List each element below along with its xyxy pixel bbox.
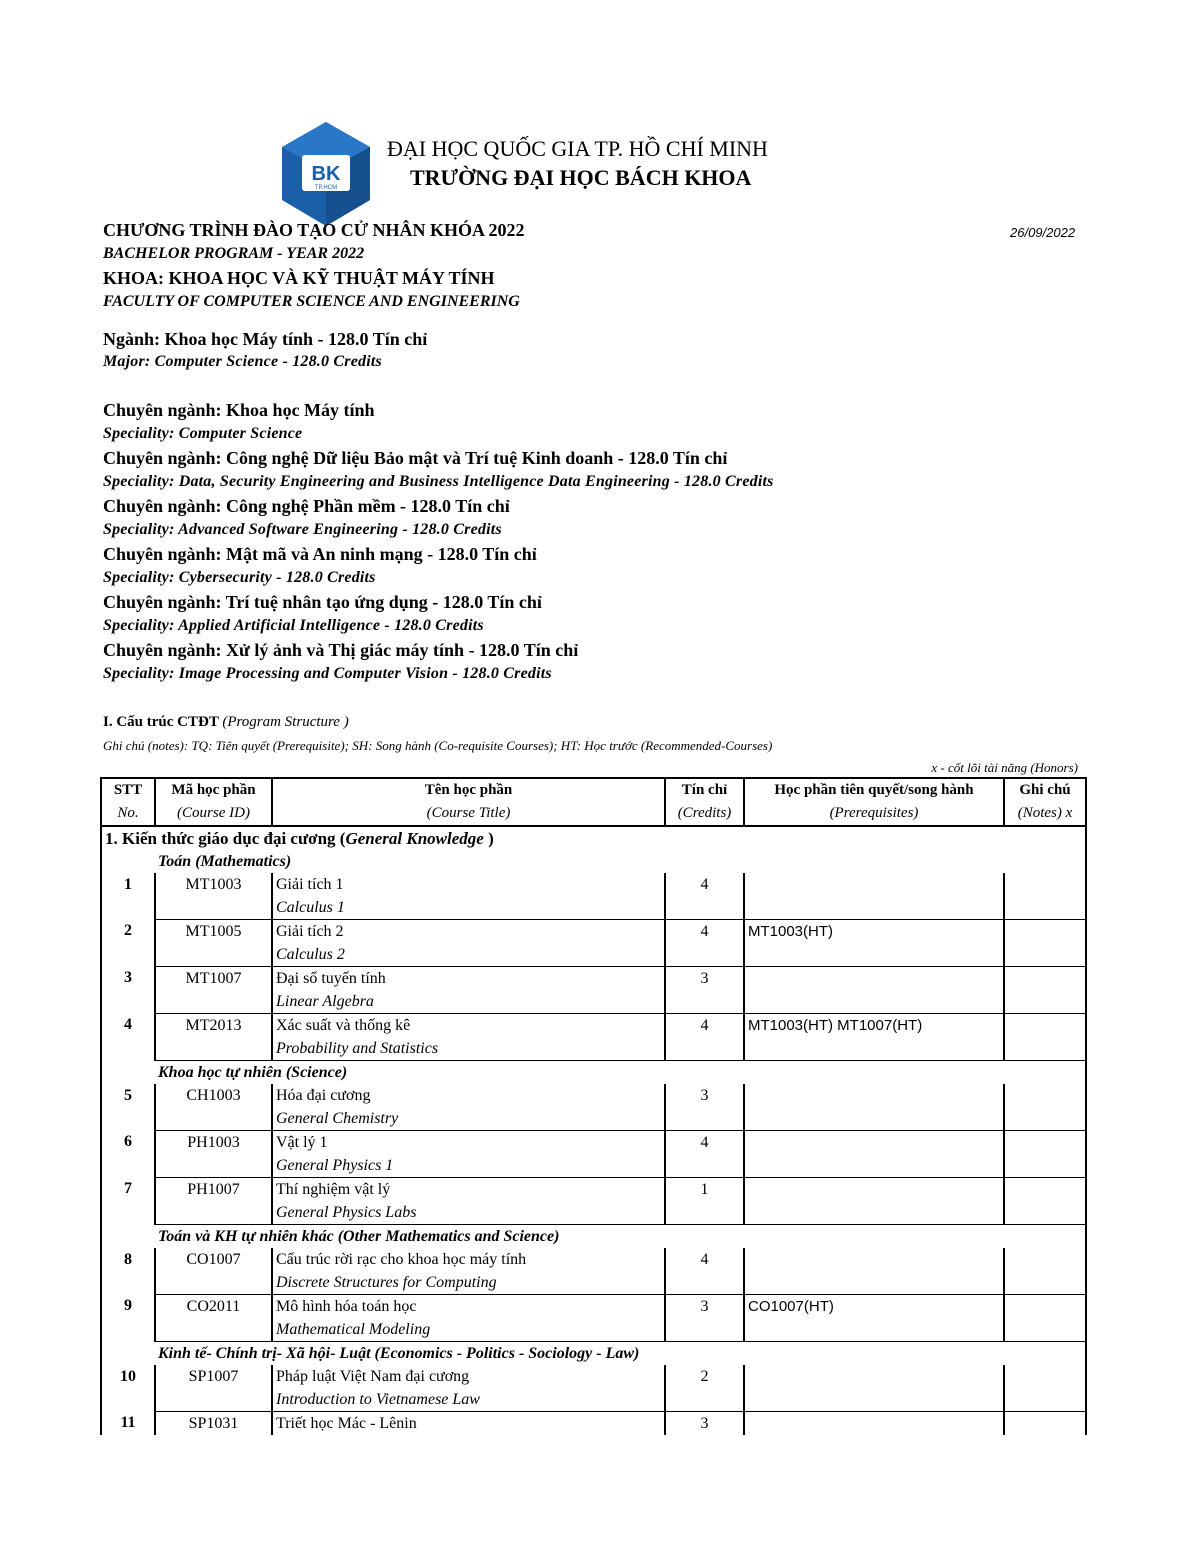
speciality-vi: Chuyên ngành: Trí tuệ nhân tạo ứng dụng - 128.0 Tín chỉ [103,592,542,612]
speciality-en: Speciality: Data, Security Engineering and Business Intelligence Data Engineering - 128.0 Credits [103,473,774,490]
course-credits: 3 [665,1412,744,1436]
header-cell: (Notes) x [1004,802,1086,826]
course-id: MT1007 [155,967,272,991]
course-prereq: MT1003(HT) [744,920,1004,944]
course-name-vi: Giải tích 2 [272,920,665,944]
subgroup-row [101,1061,1086,1085]
table-header-row [101,802,1086,826]
course-no: 11 [101,1412,155,1436]
course-note [1004,873,1086,896]
course-note [1004,1248,1086,1271]
course-name-vi: Xác suất và thống kê [272,1014,665,1038]
course-name-vi: Vật lý 1 [272,1131,665,1155]
subgroup-title: Kinh tế- Chính trị- Xã hội- Luật (Economics - Politics - Sociology - Law) [101,1342,1086,1366]
course-prereq [744,1248,1004,1271]
course-credits: 4 [665,1014,744,1038]
header-cell: (Course Title) [272,802,665,826]
course-name-vi: Hóa đại cương [272,1084,665,1107]
document-date: 26/09/2022 [1010,225,1076,240]
course-id: CO1007 [155,1248,272,1271]
speciality-vi: Chuyên ngành: Mật mã và An ninh mạng - 128.0 Tín chỉ [103,544,537,564]
course-id: SP1031 [155,1412,272,1436]
course-name-vi: Giải tích 1 [272,873,665,896]
course-credits: 3 [665,1084,744,1107]
table-row [101,943,1086,967]
course-note [1004,1131,1086,1155]
faculty-en: FACULTY OF COMPUTER SCIENCE AND ENGINEERING [103,293,520,310]
course-prereq: MT1003(HT) MT1007(HT) [744,1014,1004,1038]
course-name-en: General Chemistry [272,1107,665,1131]
speciality-vi: Chuyên ngành: Công nghệ Phần mềm - 128.0 Tín chỉ [103,496,510,516]
course-note [1004,1178,1086,1202]
table-row [101,1412,1086,1436]
major-vi: Ngành: Khoa học Máy tính - 128.0 Tín chỉ [103,329,428,349]
course-id: MT2013 [155,1014,272,1038]
course-no: 2 [101,920,155,944]
course-prereq [744,873,1004,896]
table-row [101,1248,1086,1271]
speciality-vi: Chuyên ngành: Khoa học Máy tính [103,400,375,420]
course-id: PH1007 [155,1178,272,1202]
course-no: 3 [101,967,155,991]
table-row [101,1131,1086,1155]
program-title-en: BACHELOR PROGRAM - YEAR 2022 [103,245,365,262]
honors-legend: x - cốt lõi tài năng (Honors) [931,760,1078,775]
course-note [1004,1365,1086,1388]
course-name-en: Discrete Structures for Computing [272,1271,665,1295]
table-row [101,967,1086,991]
speciality-en: Speciality: Applied Artificial Intelligence - 128.0 Credits [103,617,484,634]
group-row [101,826,1086,850]
course-table [100,777,1087,1435]
course-note [1004,1412,1086,1436]
course-name-vi: Pháp luật Việt Nam đại cương [272,1365,665,1388]
course-name-en: Linear Algebra [272,990,665,1014]
section-title: I. Cấu trúc CTĐT (Program Structure ) [103,714,349,730]
table-row [101,1271,1086,1295]
major-en: Major: Computer Science - 128.0 Credits [103,353,382,370]
header-cell: Ghi chú [1004,778,1086,802]
course-credits: 4 [665,1131,744,1155]
course-name-en: Calculus 1 [272,896,665,920]
course-name-en: General Physics 1 [272,1154,665,1178]
table-row [101,896,1086,920]
course-no: 1 [101,873,155,896]
course-prereq [744,1412,1004,1436]
header-cell: (Prerequisites) [744,802,1004,826]
course-id: MT1003 [155,873,272,896]
header-cell: No. [101,802,155,826]
speciality-en: Speciality: Cybersecurity - 128.0 Credits [103,569,376,586]
table-header-row [101,778,1086,802]
course-prereq: CO1007(HT) [744,1295,1004,1319]
table-row [101,1084,1086,1107]
table-row [101,990,1086,1014]
course-credits: 1 [665,1178,744,1202]
course-prereq [744,1131,1004,1155]
course-name-en: Introduction to Vietnamese Law [272,1388,665,1412]
course-name-vi: Mô hình hóa toán học [272,1295,665,1319]
table-row [101,1318,1086,1342]
header-cell: Tín chỉ [665,778,744,802]
course-note [1004,967,1086,991]
header-cell: (Course ID) [155,802,272,826]
subgroup-title: Toán (Mathematics) [101,850,1086,873]
course-credits: 4 [665,1248,744,1271]
school-name: TRƯỜNG ĐẠI HỌC BÁCH KHOA [410,165,752,190]
notes-legend: Ghi chú (notes): TQ: Tiên quyết (Prerequisite); SH: Song hành (Co-requisite Courses); HT: Học trước (Recommended-Courses) [103,738,773,753]
course-name-vi: Đại số tuyến tính [272,967,665,991]
logo-subtext: TP.HCM [314,185,338,191]
table-row [101,1154,1086,1178]
course-id: CO2011 [155,1295,272,1319]
course-note [1004,1014,1086,1038]
table-row [101,1295,1086,1319]
table-row [101,1201,1086,1225]
course-name-en: General Physics Labs [272,1201,665,1225]
course-no: 4 [101,1014,155,1038]
subgroup-row [101,1225,1086,1249]
course-no: 8 [101,1248,155,1271]
table-row [101,873,1086,896]
logo-text: BK [311,163,341,185]
course-credits: 2 [665,1365,744,1388]
table-row [101,1178,1086,1202]
header-cell: Tên học phần [272,778,665,802]
course-id: PH1003 [155,1131,272,1155]
course-no: 9 [101,1295,155,1319]
course-no: 7 [101,1178,155,1202]
course-prereq [744,1178,1004,1202]
course-no: 6 [101,1131,155,1155]
course-id: CH1003 [155,1084,272,1107]
course-credits: 4 [665,873,744,896]
header-cell: Học phần tiên quyết/song hành [744,778,1004,802]
table-row [101,1388,1086,1412]
course-name-vi: Triết học Mác - Lênin [272,1412,665,1436]
table-row [101,1107,1086,1131]
speciality-vi: Chuyên ngành: Xử lý ảnh và Thị giác máy tính - 128.0 Tín chỉ [103,640,579,660]
course-id: MT1005 [155,920,272,944]
course-id: SP1007 [155,1365,272,1388]
course-prereq [744,967,1004,991]
course-note [1004,1084,1086,1107]
university-name: ĐẠI HỌC QUỐC GIA TP. HỒ CHÍ MINH [387,136,768,161]
header-cell: STT [101,778,155,802]
subgroup-row [101,1342,1086,1366]
table-row [101,1365,1086,1388]
course-name-en: Mathematical Modeling [272,1318,665,1342]
course-prereq [744,1084,1004,1107]
table-row [101,1014,1086,1038]
course-note [1004,920,1086,944]
university-logo [278,120,374,230]
table-row [101,920,1086,944]
course-note [1004,1295,1086,1319]
course-no: 10 [101,1365,155,1388]
header-cell: (Credits) [665,802,744,826]
header-cell: Mã học phần [155,778,272,802]
faculty-vi: KHOA: KHOA HỌC VÀ KỸ THUẬT MÁY TÍNH [103,268,495,288]
course-name-vi: Thí nghiệm vật lý [272,1178,665,1202]
course-no: 5 [101,1084,155,1107]
subgroup-title: Toán và KH tự nhiên khác (Other Mathematics and Science) [101,1225,1086,1249]
subgroup-title: Khoa học tự nhiên (Science) [101,1061,1086,1085]
course-name-en: Probability and Statistics [272,1037,665,1061]
course-prereq [744,1365,1004,1388]
program-title-vi: CHƯƠNG TRÌNH ĐÀO TẠO CỬ NHÂN KHÓA 2022 [103,220,525,240]
subgroup-row [101,850,1086,873]
course-credits: 4 [665,920,744,944]
course-credits: 3 [665,1295,744,1319]
table-row [101,1037,1086,1061]
course-credits: 3 [665,967,744,991]
speciality-vi: Chuyên ngành: Công nghệ Dữ liệu Bảo mật và Trí tuệ Kinh doanh - 128.0 Tín chỉ [103,448,728,468]
speciality-en: Speciality: Image Processing and Computer Vision - 128.0 Credits [103,665,552,682]
group-title: 1. Kiến thức giáo dục đại cương (General Knowledge ) [101,826,1086,850]
course-name-en: Calculus 2 [272,943,665,967]
speciality-en: Speciality: Computer Science [103,425,303,442]
course-name-vi: Cấu trúc rời rạc cho khoa học máy tính [272,1248,665,1271]
speciality-en: Speciality: Advanced Software Engineering - 128.0 Credits [103,521,502,538]
